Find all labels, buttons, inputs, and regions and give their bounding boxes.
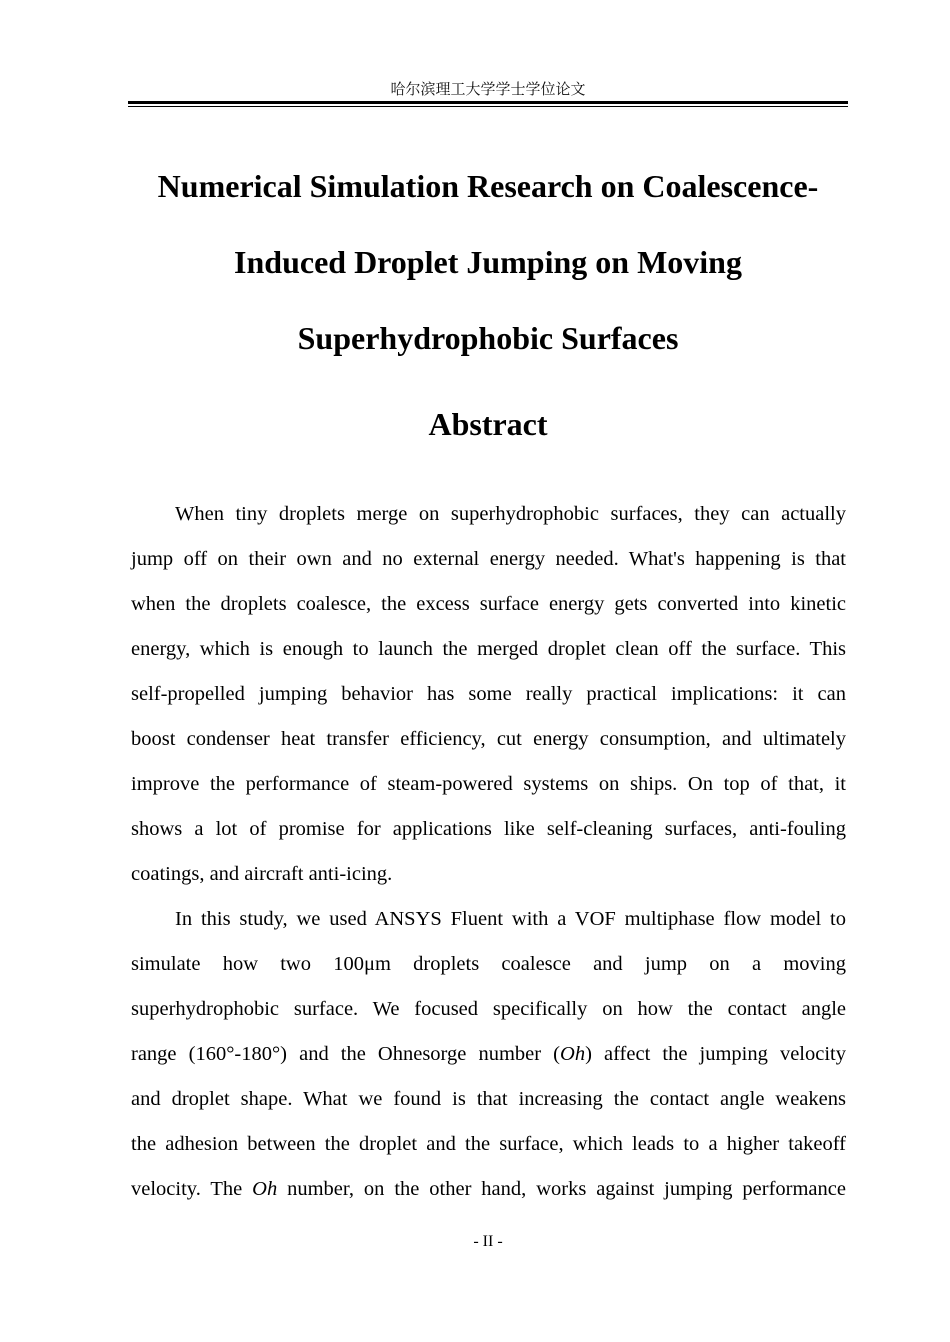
text-line: improve the performance of steam-powered systems on ships. On top of that, it [131, 773, 846, 795]
text-line: self-propelled jumping behavior has some really practical implications: it can [131, 683, 846, 705]
abstract-heading: Abstract [428, 406, 548, 442]
title-line-3: Superhydrophobic Surfaces [297, 320, 679, 356]
text-line: shows a lot of promise for applications like self-cleaning surfaces, anti-fouling [131, 818, 846, 840]
text-segment: number, on the other hand, works against jumping performance [277, 1178, 846, 1200]
text-line [131, 1167, 846, 1212]
text-segment: ) affect the jumping velocity [585, 1043, 846, 1065]
text-line: When tiny droplets merge on superhydrophobic surfaces, they can actually [175, 503, 846, 525]
abstract-paragraph-1 [131, 492, 846, 897]
text-line: superhydrophobic surface. We focused specifically on how the contact angle [131, 998, 846, 1020]
text-line: when the droplets coalesce, the excess surface energy gets converted into kinetic [131, 593, 846, 615]
thesis-title [100, 148, 876, 376]
text-line: the adhesion between the droplet and the surface, which leads to a higher takeoff [131, 1133, 846, 1155]
page-number: - II - [473, 1233, 503, 1250]
text-line [131, 1032, 846, 1077]
abstract-body [131, 492, 846, 1212]
ohnesorge-symbol: Oh [252, 1178, 278, 1200]
header-rule-thick [128, 101, 848, 104]
text-line: jump off on their own and no external energy needed. What's happening is that [131, 548, 846, 570]
text-line: boost condenser heat transfer efficiency, cut energy consumption, and ultimately [131, 728, 846, 750]
text-line: simulate how two 100μm droplets coalesce and jump on a moving [131, 953, 846, 975]
title-line-1: Numerical Simulation Research on Coalescence- [157, 168, 819, 204]
ohnesorge-symbol: Oh [560, 1043, 586, 1065]
text-line: energy, which is enough to launch the merged droplet clean off the surface. This [131, 638, 846, 660]
title-line-2: Induced Droplet Jumping on Moving [234, 244, 742, 280]
text-line: coatings, and aircraft anti-icing. [131, 863, 393, 885]
text-line: In this study, we used ANSYS Fluent with a VOF multiphase flow model to [175, 908, 846, 930]
text-segment: velocity. The [131, 1178, 253, 1200]
abstract-paragraph-2 [131, 897, 846, 1212]
text-line: and droplet shape. What we found is that increasing the contact angle weakens [131, 1088, 846, 1110]
running-header: 哈尔滨理工大学学士学位论文 [390, 80, 586, 98]
text-segment: range (160°-180°) and the Ohnesorge number ( [131, 1043, 561, 1065]
header-rule-thin [128, 106, 848, 107]
